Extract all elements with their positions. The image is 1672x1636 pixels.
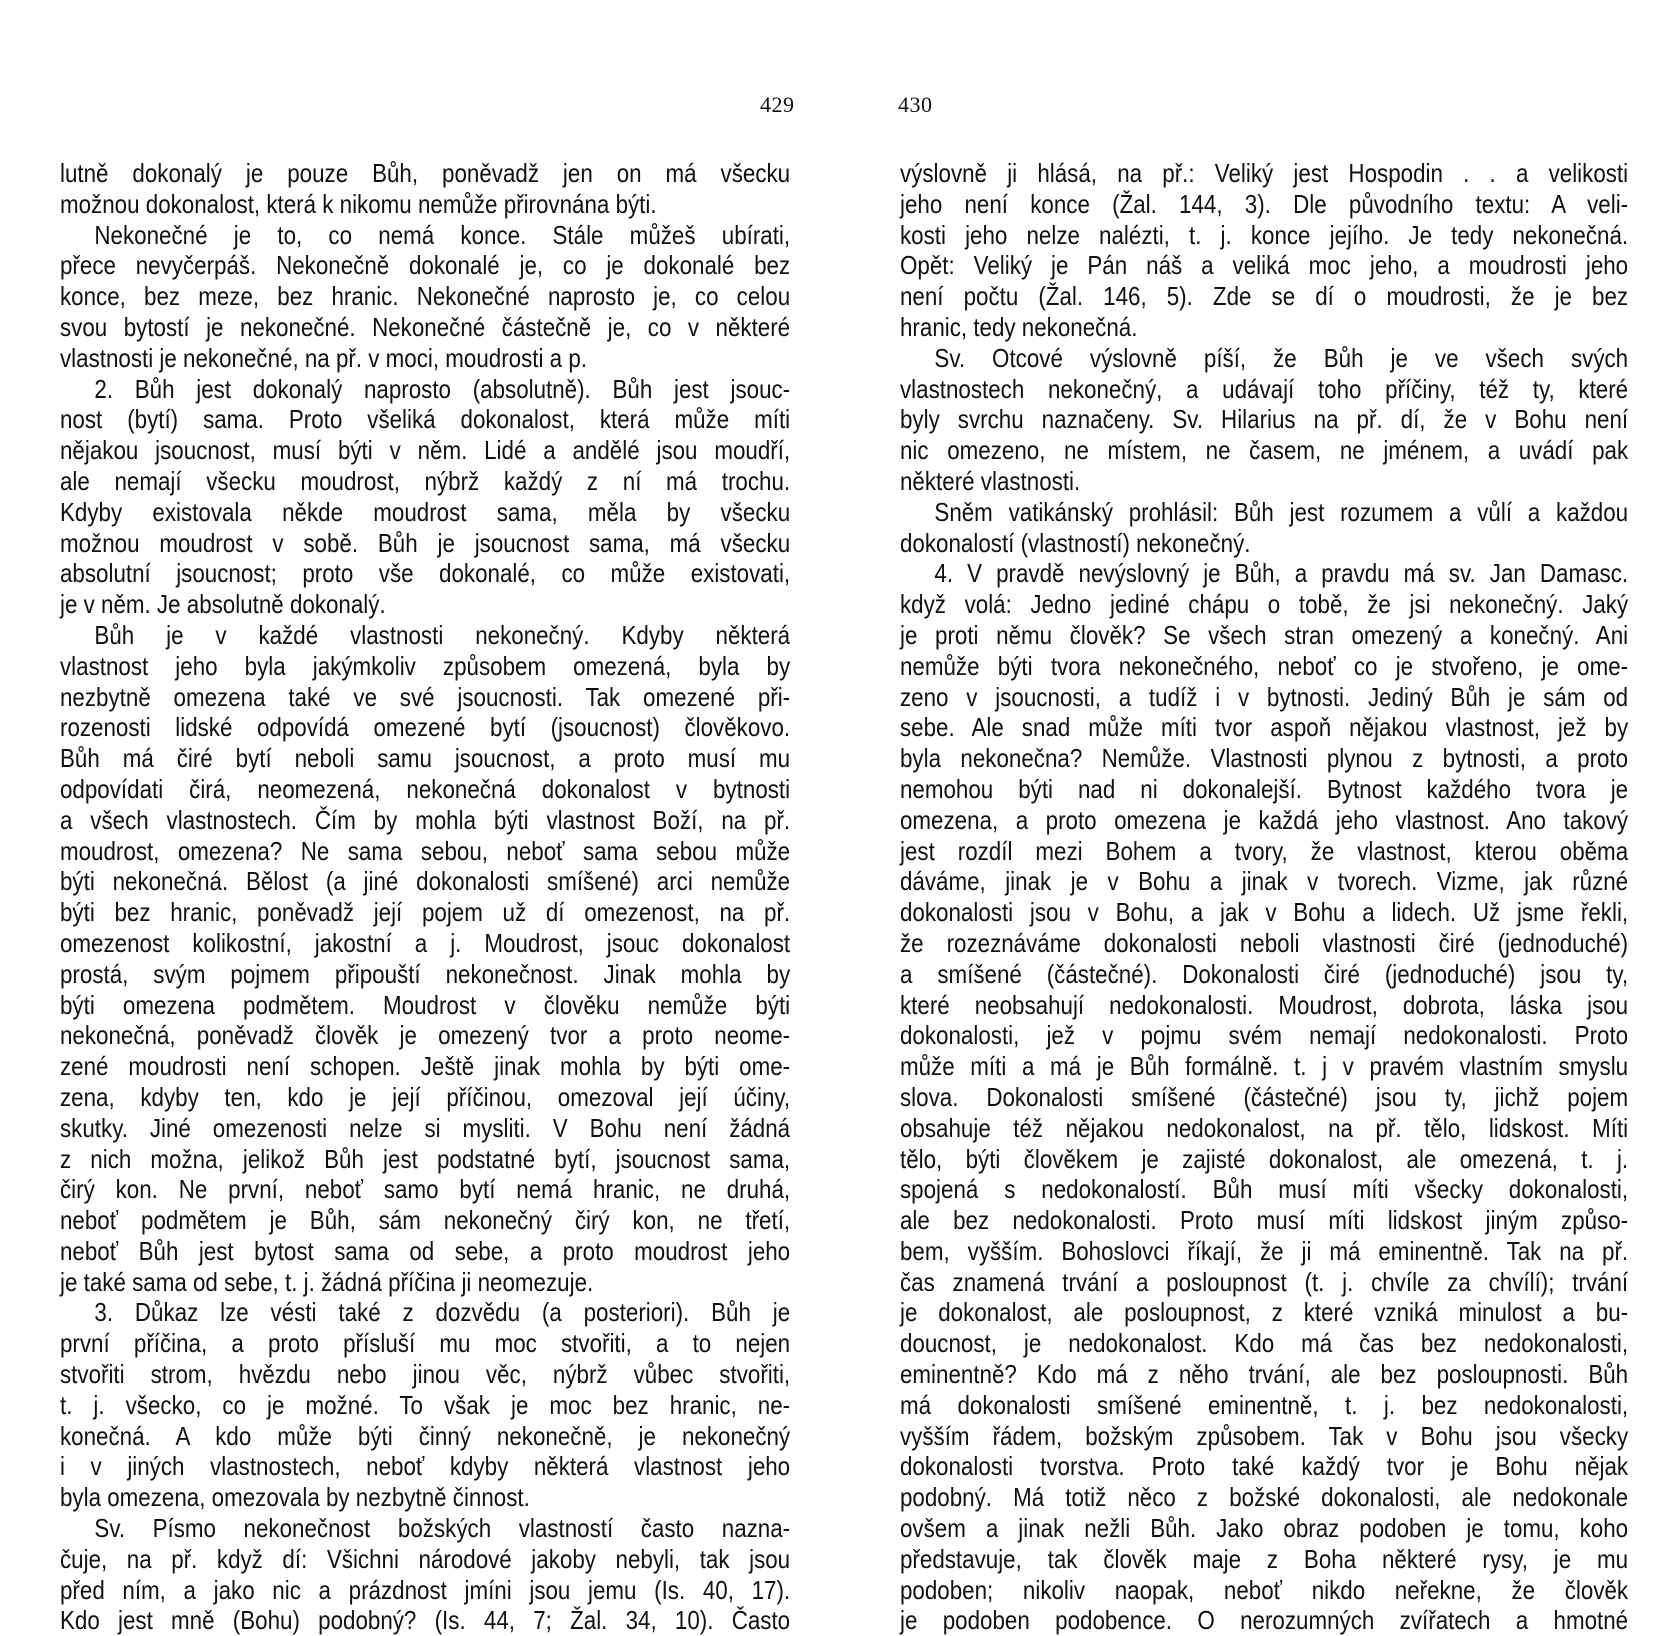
text-line: je v něm. Je absolutně dokonalý.	[60, 589, 386, 620]
text-line: Sv. Otcové výslovně píší, že Bůh je ve všech svých	[934, 342, 1629, 373]
text-line: Bůh je v každé vlastnosti nekonečný. Kdyby některá	[94, 619, 791, 650]
text-line: když volá: Jedno jediné chápu o tobě, že jsi nekonečný. Jaký	[900, 589, 1629, 620]
text-line: dokonalostí (vlastností) nekonečný.	[900, 527, 1251, 558]
text-line: ale bez nedokonalosti. Proto musí míti lidskost jiným způso-	[900, 1205, 1629, 1236]
text-line: svou bytostí je nekonečné. Nekonečné částečně je, co v některé	[60, 311, 791, 342]
text-line: ovšem a jinak nežli Bůh. Jako obraz podoben je tomu, koho	[900, 1513, 1629, 1544]
text-line: vlastnosti je nekonečné, na př. v moci, moudrosti a p.	[60, 342, 587, 373]
text-line: čirý kon. Ne první, neboť samo bytí nemá hranic, ne druhá,	[60, 1174, 791, 1205]
text-line: podoben; nikoliv naopak, neboť nikdo neřekne, že člověk	[900, 1574, 1629, 1605]
text-line: nemohou býti nad ni dokonalejší. Bytnost každého tvora je	[900, 773, 1629, 804]
text-line: hranic, tedy nekonečná.	[900, 311, 1138, 342]
text-line: slova. Dokonalosti smíšené (částečné) jsou ty, jichž pojem	[900, 1081, 1629, 1112]
text-line: Kdyby existovala někde moudrost sama, měla by všecku	[60, 496, 791, 527]
text-line: konce, bez meze, bez hranic. Nekonečné naprosto je, co celou	[60, 281, 791, 312]
text-line: nemůže býti tvora nekonečného, neboť co je stvořeno, je ome-	[900, 650, 1629, 681]
text-line: z nich možna, jelikož Bůh jest podstatné bytí, jsoucnost sama,	[60, 1143, 791, 1174]
text-line: odpovídati čirá, neomezená, nekonečná dokonalost v bytnosti	[60, 773, 791, 804]
text-line: vlastnostech nekonečný, a udávají toho příčiny, též ty, které	[900, 373, 1629, 404]
text-line: první příčina, a proto přísluší mu moc stvořiti, a to nejen	[60, 1328, 791, 1359]
text-line: před ním, a jako nic a prázdnost jmíni jsou jemu (Is. 40, 17).	[60, 1574, 791, 1605]
text-line: eminentně? Kdo má z něho trvání, ale bez posloupnosti. Bůh	[900, 1359, 1629, 1390]
text-line: může míti a má je Bůh formálně. t. j v pravém vlastním smyslu	[900, 1051, 1629, 1082]
text-line: které neobsahují nedokonalosti. Moudrost, dobrota, láska jsou	[900, 989, 1629, 1020]
text-line: doucnost, je nedokonalost. Kdo má čas bez nedokonalosti,	[900, 1328, 1629, 1359]
text-line: jest rozdíl mezi Bohem a tvory, že vlastnost, kterou oběma	[900, 835, 1629, 866]
text-line: podobný. Má totiž něco z božské dokonalosti, ale nedokonale	[900, 1482, 1629, 1513]
text-line: býti bez hranic, poněvadž její pojem už dí omezenost, na př.	[60, 897, 791, 928]
text-line: rozenosti lidské odpovídá omezené bytí (jsoucnost) člověkovo.	[60, 712, 791, 743]
text-line: byla omezena, omezovala by nezbytně činnost.	[60, 1482, 530, 1513]
text-line: dokonalosti, jež v pojmu svém nemají nedokonalosti. Proto	[900, 1020, 1629, 1051]
text-line: Sněm vatikánský prohlásil: Bůh jest rozumem a vůlí a každou	[934, 496, 1629, 527]
text-line: zené moudrosti není schopen. Ještě jinak mohla by býti ome-	[60, 1051, 791, 1082]
text-line: je proti němu člověk? Se všech stran omezený a konečný. Ani	[900, 619, 1629, 650]
text-line: že rozeznáváme dokonalosti neboli vlastnosti čiré (jednoduché)	[900, 927, 1629, 958]
text-line: není počtu (Žal. 146, 5). Zde se dí o moudrosti, že je bez	[900, 281, 1629, 312]
text-line: lutně dokonalý je pouze Bůh, poněvadž jen on má všecku	[60, 158, 791, 188]
text-line: čas znamená trvání a posloupnost (t. j. chvíle za chvílí); trvání	[900, 1266, 1629, 1297]
text-line: omezenost kolikostní, jakostní a j. Moudrost, jsouc dokonalost	[60, 927, 791, 958]
text-line: obsahuje též nějakou nedokonalost, na př. tělo, lidskost. Míti	[900, 1112, 1629, 1143]
text-line: nezbytně omezena také ve své jsoucnosti. Tak omezené při-	[60, 681, 791, 712]
text-line: tělo, býti člověkem je zajisté dokonalost, ale omezená, t. j.	[900, 1143, 1629, 1174]
text-line: ale nemají všecku moudrost, nýbrž každý z ní má trochu.	[60, 465, 791, 496]
text-line: konečná. A kdo může býti činný nekonečně, je nekonečný	[60, 1420, 791, 1451]
text-line: Sv. Písmo nekonečnost božských vlastností často nazna-	[94, 1513, 791, 1544]
text-line: sebe. Ale snad může míti tvor aspoň nějakou vlastnost, jež by	[900, 712, 1629, 743]
text-line: nic omezeno, ne místem, ne časem, ne jménem, a uvádí pak	[900, 435, 1629, 466]
text-line: Kdo jest mně (Bohu) podobný? (Is. 44, 7; Žal. 34, 10). Často	[60, 1605, 791, 1636]
text-line: i v jiných vlastnostech, neboť kdyby některá vlastnost jeho	[60, 1451, 791, 1482]
text-line: dáváme, jinak je v Bohu a jinak v tvorech. Vizme, jak různé	[900, 866, 1629, 897]
text-line: přece nevyčerpáš. Nekonečně dokonalé je, co je dokonalé bez	[60, 250, 791, 281]
text-line: 3. Důkaz lze vésti také z dozvědu (a posteriori). Bůh je	[94, 1297, 791, 1328]
page-number-left: 429	[760, 92, 795, 117]
text-line: jeho není konce (Žal. 144, 3). Dle původního textu: A veli-	[900, 188, 1629, 219]
text-line: Bůh má čiré bytí neboli samu jsoucnost, a proto musí mu	[60, 743, 791, 774]
text-line: Nekonečné je to, co nemá konce. Stále můžeš ubírati,	[94, 219, 791, 250]
page-number-right: 430	[898, 92, 933, 117]
text-line: 4. V pravdě nevýslovný je Bůh, a pravdu má sv. Jan Damasc.	[934, 558, 1629, 589]
text-line: výslovně ji hlásá, na př.: Veliký jest Hospodin . . a velikosti	[900, 158, 1629, 188]
text-line: dokonalosti tvorstva. Proto také každý tvor je Bohu nějak	[900, 1451, 1629, 1482]
text-line: některé vlastnosti.	[900, 465, 1081, 496]
text-line: neboť podmětem je Bůh, sám nekonečný čirý kon, ne třetí,	[60, 1205, 791, 1236]
text-line: nekonečná, poněvadž člověk je omezený tvor a proto neome-	[60, 1020, 791, 1051]
text-line: zena, kdyby ten, kdo je její příčinou, omezoval její účiny,	[60, 1081, 791, 1112]
text-line: Opět: Veliký je Pán náš a veliká moc jeho, a moudrosti jeho	[900, 250, 1629, 281]
text-line: nost (bytí) sama. Proto všeliká dokonalost, která může míti	[60, 404, 791, 435]
text-line: byla nekonečna? Nemůže. Vlastnosti plynou z bytnosti, a proto	[900, 743, 1629, 774]
text-line: je podoben podobence. O nerozumných zvířatech a hmotné	[900, 1605, 1629, 1636]
text-line: je také sama od sebe, t. j. žádná příčina ji neomezuje.	[60, 1266, 594, 1297]
text-line: byly svrchu naznačeny. Sv. Hilarius na př. dí, že v Bohu není	[900, 404, 1629, 435]
text-line: čuje, na př. když dí: Všichni národové jakoby nebyli, tak jsou	[60, 1543, 791, 1574]
text-line: moudrost, omezena? Ne sama sebou, neboť sama sebou může	[60, 835, 791, 866]
text-line: spojená s nedokonalostí. Bůh musí míti všecky dokonalosti,	[900, 1174, 1629, 1205]
text-line: stvořiti strom, hvězdu nebo jinou věc, nýbrž vůbec stvořiti,	[60, 1359, 791, 1390]
text-line: je dokonalost, ale posloupnost, z které vzniká minulost a bu-	[900, 1297, 1629, 1328]
text-line: bem, vyšším. Bohoslovci říkají, že ji má eminentně. Tak na př.	[900, 1235, 1629, 1266]
left-page-text	[60, 158, 790, 1636]
text-line: možnou moudrost v sobě. Bůh je jsoucnost sama, má všecku	[60, 527, 791, 558]
text-line: a smíšené (částečné). Dokonalosti čiré (jednoduché) jsou ty,	[900, 958, 1629, 989]
text-line: možnou dokonalost, která k nikomu nemůže přirovnána býti.	[60, 188, 657, 219]
text-line: představuje, tak člověk maje z Boha některé rysy, je mu	[900, 1543, 1629, 1574]
text-line: t. j. všecko, co je možné. To však je moc bez hranic, ne-	[60, 1389, 791, 1420]
right-page-text	[900, 158, 1628, 1636]
text-line: prostá, svým pojmem připouští nekonečnost. Jinak mohla by	[60, 958, 791, 989]
text-line: býti omezena podmětem. Moudrost v člověku nemůže býti	[60, 989, 791, 1020]
text-line: absolutní jsoucnost; proto vše dokonalé, co může existovati,	[60, 558, 791, 589]
text-line: kosti jeho nelze nalézti, t. j. konce jejího. Je tedy nekonečná.	[900, 219, 1629, 250]
text-line: omezena, a proto omezena je každá jeho vlastnost. Ano takový	[900, 804, 1629, 835]
text-line: vlastnost jeho byla jakýmkoliv způsobem omezená, byla by	[60, 650, 791, 681]
text-line: skutky. Jiné omezenosti nelze si mysliti. V Bohu není žádná	[60, 1112, 791, 1143]
text-line: má dokonalosti smíšené eminentně, t. j. bez nedokonalosti,	[900, 1389, 1629, 1420]
text-line: neboť Bůh jest bytost sama od sebe, a proto moudrost jeho	[60, 1235, 791, 1266]
text-line: vyšším řádem, božským způsobem. Tak v Bohu jsou všecky	[900, 1420, 1629, 1451]
text-line: dokonalosti jsou v Bohu, a jak v Bohu a lidech. Už jsme řekli,	[900, 897, 1629, 928]
text-line: nějakou jsoucnost, musí býti v něm. Lidé a andělé jsou moudří,	[60, 435, 791, 466]
text-line: 2. Bůh jest dokonalý naprosto (absolutně). Bůh jest jsouc-	[94, 373, 791, 404]
text-line: zeno v jsoucnosti, a tudíž i v bytnosti. Jediný Bůh je sám od	[900, 681, 1629, 712]
text-line: a všech vlastnostech. Čím by mohla býti vlastnost Boží, na př.	[60, 804, 791, 835]
text-line: býti nekonečná. Bělost (a jiné dokonalosti smíšené) arci nemůže	[60, 866, 791, 897]
